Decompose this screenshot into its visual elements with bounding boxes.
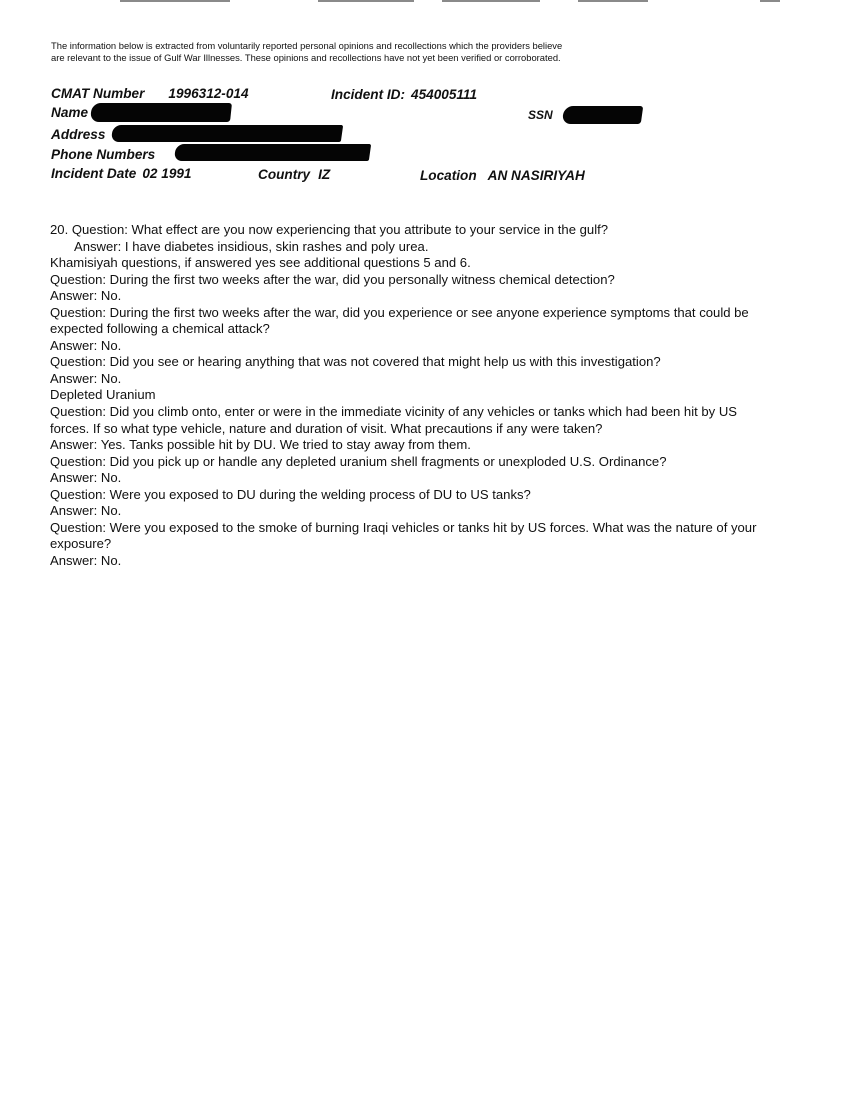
text-line: Answer: No.: [50, 337, 122, 353]
ssn-label: SSN: [528, 108, 553, 122]
location-label: Location: [420, 168, 477, 183]
address-label: Address: [51, 127, 106, 142]
incident-date-label: Incident Date: [51, 166, 137, 181]
address-redaction: [111, 125, 343, 142]
section-heading: Depleted Uranium: [50, 387, 156, 403]
text-line: Question: Did you pick up or handle any depleted uranium shell fragments or unexploded U.S. Ordinance?: [50, 453, 667, 469]
incident-id-label: Incident ID:: [331, 87, 406, 102]
country-field: [258, 167, 330, 182]
text-line: Answer: No.: [50, 503, 122, 519]
cmat-number-label: CMAT Number: [51, 86, 145, 101]
disclaimer: The information below is extracted from voluntarily reported personal opinions and recollections which the providers believe are relevant to the issue of Gulf War Illnesses. These opinions and recollections have not yet been verified or corroborated.: [51, 40, 563, 64]
text-line: Question: Did you see or hearing anything that was not covered that might help us with this investigation?: [50, 354, 661, 370]
location-field: [420, 168, 585, 183]
text-line: Khamisiyah questions, if answered yes see additional questions 5 and 6.: [50, 255, 471, 271]
text-line: Answer: Yes. Tanks possible hit by DU. We tried to stay away from them.: [50, 437, 471, 453]
name-label: Name: [51, 105, 89, 120]
text-line: Answer: No.: [50, 470, 122, 486]
cmat-number-value: 1996312-014: [168, 86, 249, 101]
country-value: IZ: [318, 167, 331, 182]
text-line: Question: Did you climb onto, enter or were in the immediate vicinity of any vehicles or tanks which had been hit by US forces. If so what type vehicle, nature and duration of visit. What precautions if any were taken?: [50, 404, 738, 436]
text-line: Answer: No.: [50, 288, 122, 304]
text-line: Question: Were you exposed to the smoke of burning Iraqi vehicles or tanks hit by US forces. What was the nature of your exposure?: [50, 519, 757, 552]
text-line: Question: Were you exposed to DU during the welding process of DU to US tanks?: [50, 486, 531, 502]
name-redaction: [90, 103, 232, 122]
text-line: Question: During the first two weeks after the war, did you personally witness chemical detection?: [50, 271, 615, 287]
incident-date-field: [51, 166, 192, 181]
ssn-redaction: [562, 106, 644, 124]
incident-date-value: 02 1991: [142, 166, 192, 181]
text-line: Answer: I have diabetes insidious, skin rashes and poly urea.: [74, 238, 429, 254]
text-line: Answer: No.: [50, 552, 122, 568]
phone-redaction: [174, 144, 371, 161]
text-line: Answer: No.: [50, 370, 122, 386]
scan-marks: [0, 0, 850, 6]
incident-id-value: 454005111: [411, 87, 478, 102]
location-value: AN NASIRIYAH: [487, 168, 585, 183]
text-line: 20. Question: What effect are you now experiencing that you attribute to your service in the gulf?: [50, 222, 609, 237]
incident-id-field: [331, 87, 477, 102]
qa-body: [50, 222, 775, 569]
country-label: Country: [258, 167, 311, 182]
cmat-number-field: [51, 86, 249, 101]
text-line: Question: During the first two weeks after the war, did you experience or see anyone experience symptoms that could be expected following a chemical attack?: [50, 304, 749, 337]
phone-numbers-label: Phone Numbers: [51, 147, 156, 162]
